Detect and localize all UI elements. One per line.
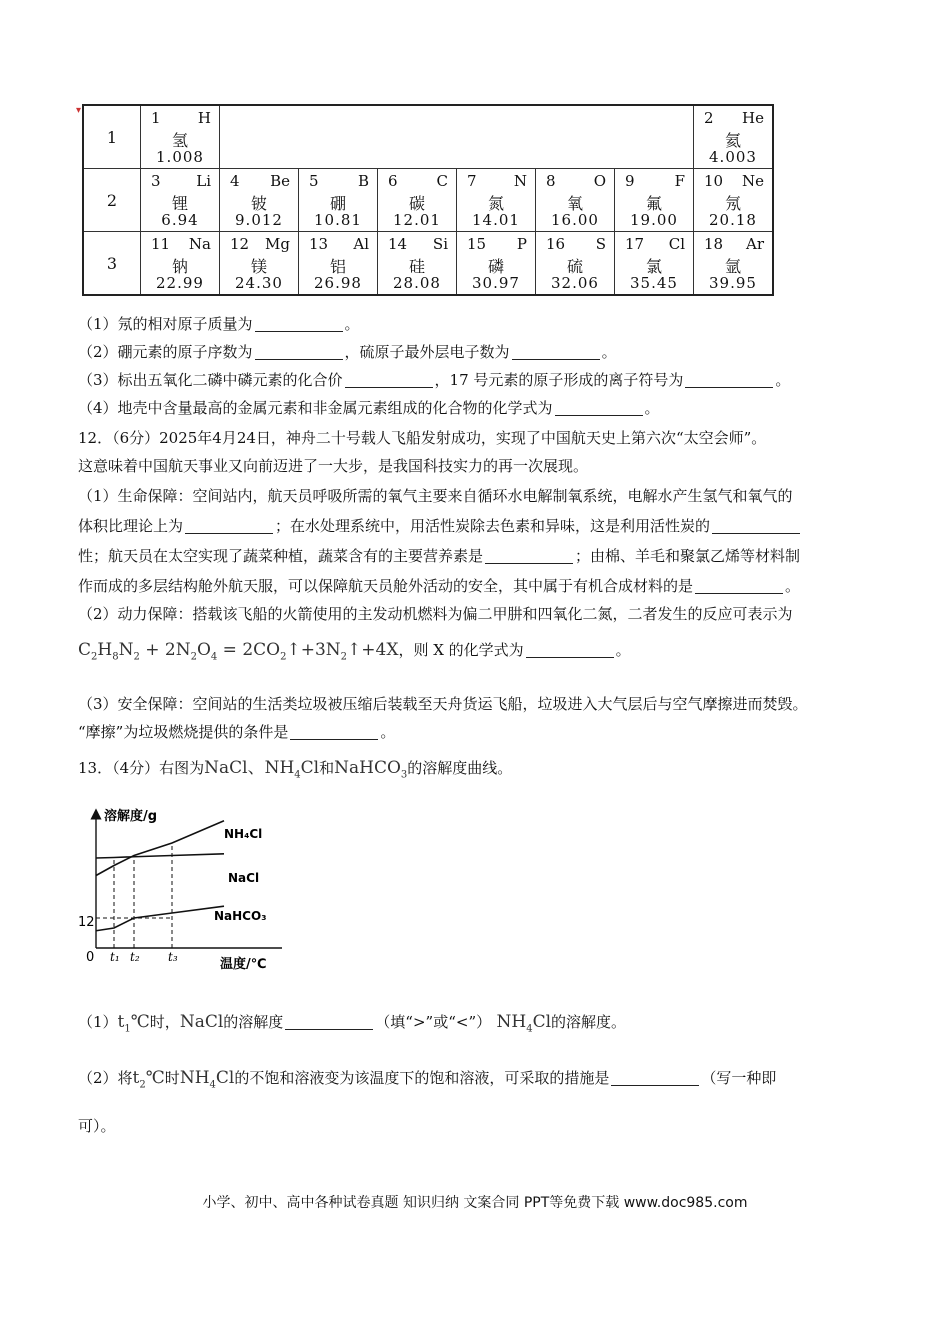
period-label: 1 <box>83 105 141 169</box>
element-name: 氯 <box>645 257 662 276</box>
empty-span <box>220 105 694 169</box>
atomic-number: 18 <box>704 235 724 253</box>
q11-part2 <box>78 342 617 362</box>
atomic-number: 9 <box>625 172 635 190</box>
element-cell <box>615 232 694 296</box>
formula-nacl: NaCl <box>179 1012 224 1032</box>
atomic-mass: 28.08 <box>393 274 441 292</box>
question-text: 体积比理论上为 <box>78 517 184 535</box>
element-name: 氩 <box>724 257 741 276</box>
period-row-1 <box>83 105 773 169</box>
element-name: 氦 <box>724 131 741 150</box>
answer-blank[interactable] <box>526 643 614 658</box>
question-text: （2）硼元素的原子序数为 <box>78 343 253 361</box>
element-name: 硫 <box>566 257 583 276</box>
atomic-number: 3 <box>151 172 161 190</box>
element-name: 氮 <box>487 194 504 213</box>
atomic-number: 6 <box>388 172 398 190</box>
q12-part1-line3 <box>78 546 800 566</box>
series-label-nh4cl: NH₄Cl <box>224 827 263 841</box>
element-name: 氢 <box>171 131 188 150</box>
q11-part1 <box>78 314 360 334</box>
element-cell <box>694 232 774 296</box>
answer-blank[interactable] <box>712 519 800 534</box>
q11-part4 <box>78 398 660 418</box>
element-name: 氖 <box>724 194 741 213</box>
atomic-number: 13 <box>309 235 329 253</box>
atomic-number: 11 <box>151 235 171 253</box>
x-tick-t1: t₁ <box>110 950 120 964</box>
period-label: 2 <box>83 169 141 232</box>
element-symbol: O <box>593 172 606 190</box>
element-name: 硼 <box>329 194 346 213</box>
question-text: （2）将 <box>78 1069 133 1087</box>
element-cell <box>378 169 457 232</box>
element-symbol: F <box>674 172 685 190</box>
question-text: 。 <box>775 371 791 389</box>
question-text: 。 <box>644 399 660 417</box>
q13-part2-line2: 可）。 <box>78 1117 116 1135</box>
element-name: 铝 <box>329 257 346 276</box>
atomic-mass: 14.01 <box>472 211 520 229</box>
element-symbol: He <box>742 109 764 127</box>
element-name: 钠 <box>171 257 188 276</box>
question-text: 。 <box>615 641 631 659</box>
element-name: 硅 <box>408 257 425 276</box>
question-text: 和 <box>319 759 335 777</box>
question-text: 13．（4分）右图为 <box>78 759 205 777</box>
atomic-number: 1 <box>151 109 161 127</box>
element-symbol: Be <box>270 172 290 190</box>
answer-blank[interactable] <box>255 317 343 332</box>
element-cell <box>378 232 457 296</box>
element-symbol: Li <box>196 172 211 190</box>
solubility-curves <box>96 821 224 931</box>
q12-part1-line2 <box>78 516 802 536</box>
atomic-mass: 32.06 <box>551 274 599 292</box>
chemical-equation: $C_2H_8N_2 + 2N_2O_4$ = $2CO_2↑+3N_2↑+4X$ <box>78 640 399 663</box>
formula-nh4cl: $NH_4Cl$ <box>179 1068 235 1091</box>
question-text: 。 <box>601 343 617 361</box>
question-text: 的不饱和溶液变为该温度下的饱和溶液，可采取的措施是 <box>234 1069 610 1087</box>
atomic-mass: 22.99 <box>156 274 204 292</box>
answer-blank[interactable] <box>185 519 273 534</box>
atomic-number: 14 <box>388 235 408 253</box>
x-axis-label: 温度/℃ <box>220 957 267 972</box>
answer-blank[interactable] <box>290 725 378 740</box>
q13-intro <box>78 758 512 785</box>
element-name: 碳 <box>408 194 425 213</box>
element-symbol: Al <box>353 235 369 253</box>
series-label-nahco3: NaHCO₃ <box>214 909 267 923</box>
atomic-number: 8 <box>546 172 556 190</box>
element-cell <box>299 232 378 296</box>
atomic-number: 10 <box>704 172 724 190</box>
period-row-3 <box>83 232 773 296</box>
question-text: 的溶解度。 <box>551 1013 627 1031</box>
element-cell <box>615 169 694 232</box>
q12-part2-line1: （2）动力保障：搭载该飞船的火箭使用的主发动机燃料为偏二甲肼和四氧化二氮，二者发生的反应可表示为 <box>78 605 793 623</box>
atomic-mass: 10.81 <box>314 211 362 229</box>
answer-blank[interactable] <box>555 401 643 416</box>
question-text: ；在水处理系统中，用活性炭除去色素和异味，这是利用活性炭的 <box>275 517 711 535</box>
q12-intro-line2: 这意味着中国航天事业又向前迈进了一大步，是我国科技实力的再一次展现。 <box>78 457 589 475</box>
atomic-mass: 20.18 <box>709 211 757 229</box>
element-symbol: H <box>197 109 211 127</box>
atomic-number: 15 <box>467 235 487 253</box>
question-text: （4）地壳中含量最高的金属元素和非金属元素组成的化合物的化学式为 <box>78 399 553 417</box>
curve-nhcl <box>96 821 224 876</box>
atomic-number: 2 <box>704 109 714 127</box>
atomic-mass: 12.01 <box>393 211 441 229</box>
element-name: 铍 <box>250 194 267 213</box>
answer-blank[interactable] <box>285 1015 373 1030</box>
q12-part3-line1: （3）安全保障：空间站的生活类垃圾被压缩后装载至天舟货运飞船，垃圾进入大气层后与空气摩擦进而焚毁。 <box>78 695 808 713</box>
atomic-mass: 6.94 <box>161 211 199 229</box>
element-symbol: S <box>595 235 606 253</box>
atomic-mass: 39.95 <box>709 274 757 292</box>
question-text: “摩擦”为垃圾燃烧提供的条件是 <box>78 723 289 741</box>
element-cell <box>694 105 774 169</box>
atomic-mass: 30.97 <box>472 274 520 292</box>
element-symbol: Ar <box>745 235 764 253</box>
question-text: 作而成的多层结构舱外航天服，可以保障航天员舱外活动的安全，其中属于有机合成材料的是 <box>78 577 694 595</box>
question-text: （1）氖的相对原子质量为 <box>78 315 253 333</box>
question-text: 时 <box>164 1069 180 1087</box>
guide-lines <box>96 843 172 948</box>
solubility-chart <box>74 808 294 973</box>
q11-part3 <box>78 370 790 390</box>
answer-blank[interactable] <box>255 345 343 360</box>
question-text: ，则 X 的化学式为 <box>398 641 524 659</box>
y-tick-12: 12 <box>78 915 95 930</box>
element-name: 氟 <box>645 194 662 213</box>
element-name: 氧 <box>566 194 583 213</box>
element-cell <box>694 169 774 232</box>
atomic-mass: 9.012 <box>235 211 283 229</box>
origin-label: 0 <box>86 950 95 965</box>
element-symbol: B <box>357 172 369 190</box>
series-label-nacl: NaCl <box>228 871 260 885</box>
question-text: 的溶解度曲线。 <box>407 759 513 777</box>
question-text: ，17 号元素的原子形成的离子符号为 <box>434 371 684 389</box>
atomic-number: 16 <box>546 235 566 253</box>
q13-part2-line1 <box>78 1068 776 1095</box>
periodic-table <box>82 104 774 296</box>
page-footer: 小学、初中、高中各种试卷真题 知识归纳 文案合同 PPT等免费下载 www.doc985.com <box>202 1195 748 1211</box>
formula-t2: $t_2℃$ <box>132 1068 165 1091</box>
element-cell <box>220 232 299 296</box>
atomic-mass: 16.00 <box>551 211 599 229</box>
question-text: （3）标出五氧化二磷中磷元素的化合价 <box>78 371 343 389</box>
question-text: 性；航天员在太空实现了蔬菜种植，蔬菜含有的主要营养素是 <box>78 547 484 565</box>
answer-blank[interactable] <box>345 373 433 388</box>
question-text: 。 <box>344 315 360 333</box>
element-cell <box>299 169 378 232</box>
answer-blank[interactable] <box>695 579 783 594</box>
question-text: ，硫原子最外层电子数为 <box>344 343 510 361</box>
element-name: 磷 <box>487 257 504 276</box>
answer-blank[interactable] <box>685 373 773 388</box>
red-mark: ▾ <box>76 105 82 116</box>
element-cell <box>141 232 220 296</box>
formula-t1: $t_1℃$ <box>117 1012 150 1035</box>
element-name: 锂 <box>171 194 188 213</box>
question-text: （写一种即 <box>701 1069 777 1087</box>
question-text: （1） <box>78 1013 118 1031</box>
element-symbol: P <box>516 235 527 253</box>
atomic-mass: 24.30 <box>235 274 283 292</box>
element-symbol: N <box>513 172 527 190</box>
question-text: ；由棉、羊毛和聚氯乙烯等材料制 <box>575 547 801 565</box>
element-cell <box>536 169 615 232</box>
period-row-2 <box>83 169 773 232</box>
formula-nahco3: NaHCO$_3$ <box>334 758 408 781</box>
element-symbol: Cl <box>668 235 685 253</box>
question-text: 。 <box>380 723 396 741</box>
q12-intro-line1: 12．（6分）2025年4月24日，神舟二十号载人飞船发射成功，实现了中国航天史上第六次“太空会师”。 <box>78 429 767 447</box>
element-symbol: C <box>436 172 448 190</box>
question-text: 时， <box>149 1013 180 1031</box>
q12-equation-line <box>78 640 631 667</box>
element-cell <box>536 232 615 296</box>
atomic-number: 4 <box>230 172 240 190</box>
formula-nh4cl: $NH_4Cl$ <box>491 1012 552 1035</box>
element-cell <box>141 169 220 232</box>
atomic-mass: 1.008 <box>156 148 204 166</box>
atomic-number: 17 <box>625 235 645 253</box>
atomic-number: 5 <box>309 172 319 190</box>
x-tick-t3: t₃ <box>168 950 178 964</box>
curve-nacl <box>96 854 224 858</box>
element-symbol: Si <box>432 235 448 253</box>
atomic-mass: 26.98 <box>314 274 362 292</box>
period-label: 3 <box>83 232 141 296</box>
q12-part1-line1: （1）生命保障：空间站内，航天员呼吸所需的氧气主要来自循环水电解制氧系统，电解水产生氢气和氧气的 <box>78 487 793 505</box>
question-text: （填“>”或“<”） <box>375 1013 492 1031</box>
element-cell <box>457 232 536 296</box>
atomic-mass: 4.003 <box>709 148 757 166</box>
atomic-number: 7 <box>467 172 477 190</box>
element-name: 镁 <box>250 257 267 276</box>
y-axis-label: 溶解度/g <box>104 809 158 824</box>
x-tick-t2: t₂ <box>130 950 140 964</box>
atomic-mass: 19.00 <box>630 211 678 229</box>
answer-blank[interactable] <box>485 549 573 564</box>
q12-part1-line4 <box>78 576 800 596</box>
element-symbol: Mg <box>265 235 290 253</box>
answer-blank[interactable] <box>512 345 600 360</box>
element-cell <box>141 105 220 169</box>
element-symbol: Ne <box>741 172 764 190</box>
element-symbol: Na <box>188 235 211 253</box>
atomic-mass: 35.45 <box>630 274 678 292</box>
question-text: 的溶解度 <box>223 1013 284 1031</box>
element-cell <box>457 169 536 232</box>
atomic-number: 12 <box>230 235 250 253</box>
answer-blank[interactable] <box>611 1071 699 1086</box>
q12-part3-line2 <box>78 722 395 742</box>
element-cell <box>220 169 299 232</box>
q13-part1 <box>78 1012 626 1039</box>
formula-nacl-nh4cl: NaCl、$NH_4Cl$ <box>204 758 320 781</box>
question-text: 。 <box>785 577 801 595</box>
